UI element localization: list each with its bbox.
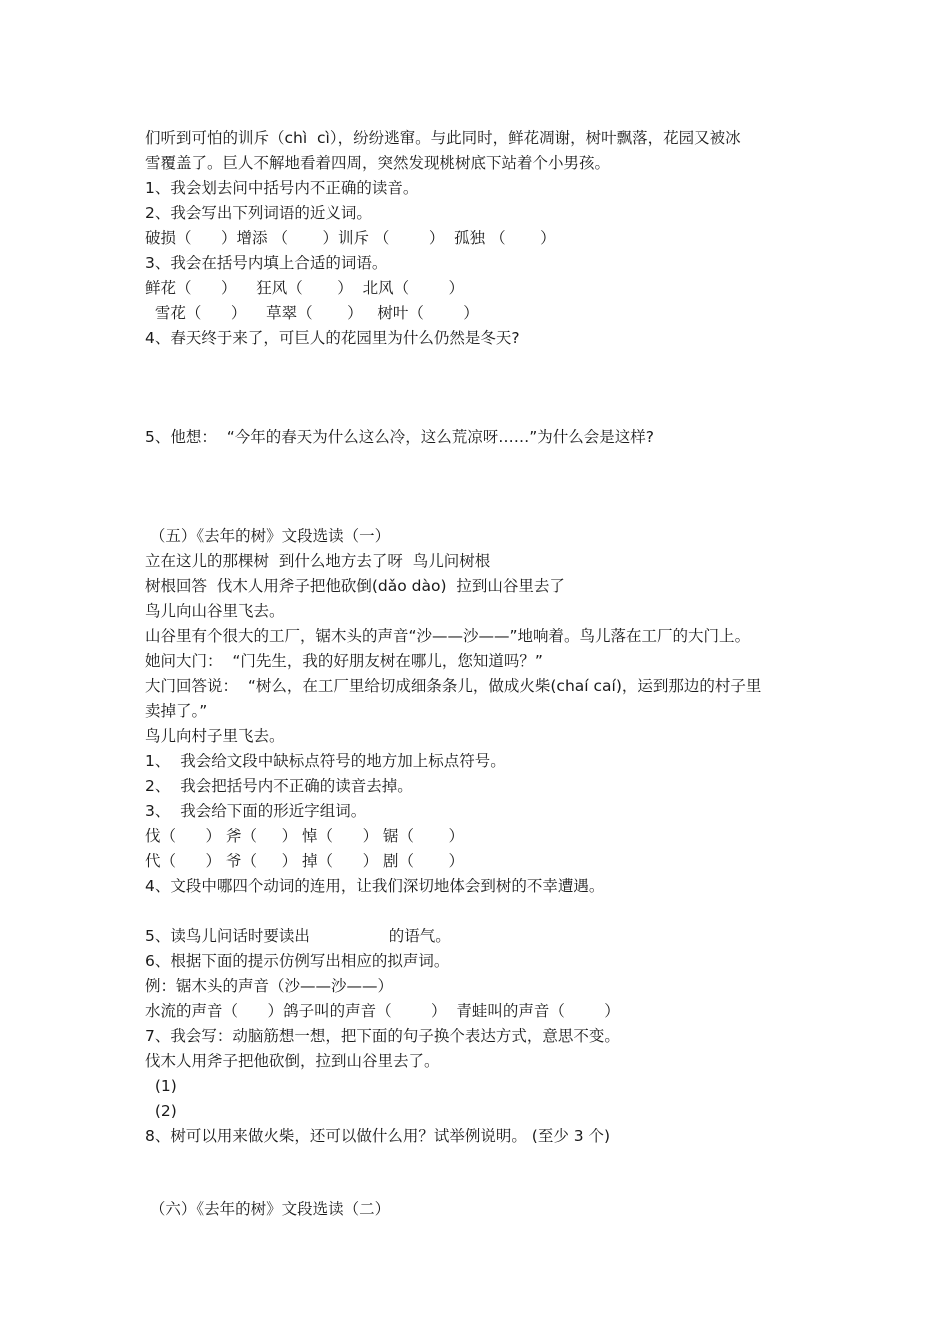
question-line: 7、我会写：动脑筋想一想，把下面的句子换个表达方式，意思不变。 [145, 1027, 620, 1045]
question-line: 8、树可以用来做火柴，还可以做什么用？试举例说明。 (至少 3 个) [145, 1127, 611, 1145]
question-line: 5、他想： “今年的春天为什么这么冷，这么荒凉呀……”为什么会是这样? [145, 428, 655, 446]
text-line: 树根回答 伐木人用斧子把他砍倒(dǎo dào) 拉到山谷里去了 [145, 577, 565, 595]
fill-blank-line: 破损（ ）增添 （ ）训斥 （ ） 孤独 （ ） [145, 229, 556, 247]
question-line: 4、春天终于来了，可巨人的花园里为什么仍然是冬天? [145, 329, 520, 347]
text-line: 伐木人用斧子把他砍倒，拉到山谷里去了。 [145, 1052, 440, 1070]
answer-slot: (1) [145, 1077, 177, 1095]
text-line: 卖掉了。” [145, 702, 208, 720]
fill-blank-line: 鲜花（ ） 狂风（ ） 北风（ ） [145, 279, 465, 297]
fill-blank-line: 水流的声音（ ）鸽子叫的声音（ ） 青蛙叫的声音（ ） [145, 1002, 620, 1020]
text-line: 鸟儿向村子里飞去。 [145, 727, 285, 745]
text-line: 鸟儿向山谷里飞去。 [145, 602, 285, 620]
question-line: 3、 我会给下面的形近字组词。 [145, 802, 367, 820]
text-line: 大门回答说： “树么，在工厂里给切成细条条儿，做成火柴(chaí caí)，运到那边的村子里 [145, 677, 762, 695]
text-line: 雪覆盖了。巨人不解地看着四周，突然发现桃树底下站着个小男孩。 [145, 154, 611, 172]
question-line: 2、我会写出下列词语的近义词。 [145, 204, 372, 222]
section-heading: （五）《去年的树》文段选读（一） [145, 527, 391, 545]
question-line: 3、我会在括号内填上合适的词语。 [145, 254, 388, 272]
answer-slot: (2) [145, 1102, 177, 1120]
question-line: 1、 我会给文段中缺标点符号的地方加上标点符号。 [145, 752, 506, 770]
fill-blank-line: 伐（ ） 斧（ ） 悼（ ） 锯（ ） [145, 827, 465, 845]
section-heading: （六）《去年的树》文段选读（二） [145, 1200, 391, 1218]
text-line: 山谷里有个很大的工厂，锯木头的声音“沙——沙——”地响着。鸟儿落在工厂的大门上。 [145, 627, 751, 645]
question-line: 5、读鸟儿问话时要读出 的语气。 [145, 927, 451, 945]
text-line: 们听到可怕的训斥（chì cì），纷纷逃窜。与此同时，鲜花凋谢，树叶飘落，花园又被冰 [145, 129, 741, 147]
fill-blank-line: 代（ ） 爷（ ） 掉（ ） 剧（ ） [145, 852, 465, 870]
question-line: 1、我会划去问中括号内不正确的读音。 [145, 179, 419, 197]
question-line: 6、根据下面的提示仿例写出相应的拟声词。 [145, 952, 450, 970]
fill-blank-line: 雪花（ ） 草翠（ ） 树叶（ ） [145, 304, 479, 322]
question-line: 2、 我会把括号内不正确的读音去掉。 [145, 777, 413, 795]
question-line: 4、文段中哪四个动词的连用，让我们深切地体会到树的不幸遭遇。 [145, 877, 605, 895]
example-line: 例：锯木头的声音（沙——沙——） [145, 977, 394, 995]
text-line: 她问大门： “门先生，我的好朋友树在哪儿，您知道吗？” [145, 652, 543, 670]
text-line: 立在这儿的那棵树 到什么地方去了呀 鸟儿问树根 [145, 552, 491, 570]
